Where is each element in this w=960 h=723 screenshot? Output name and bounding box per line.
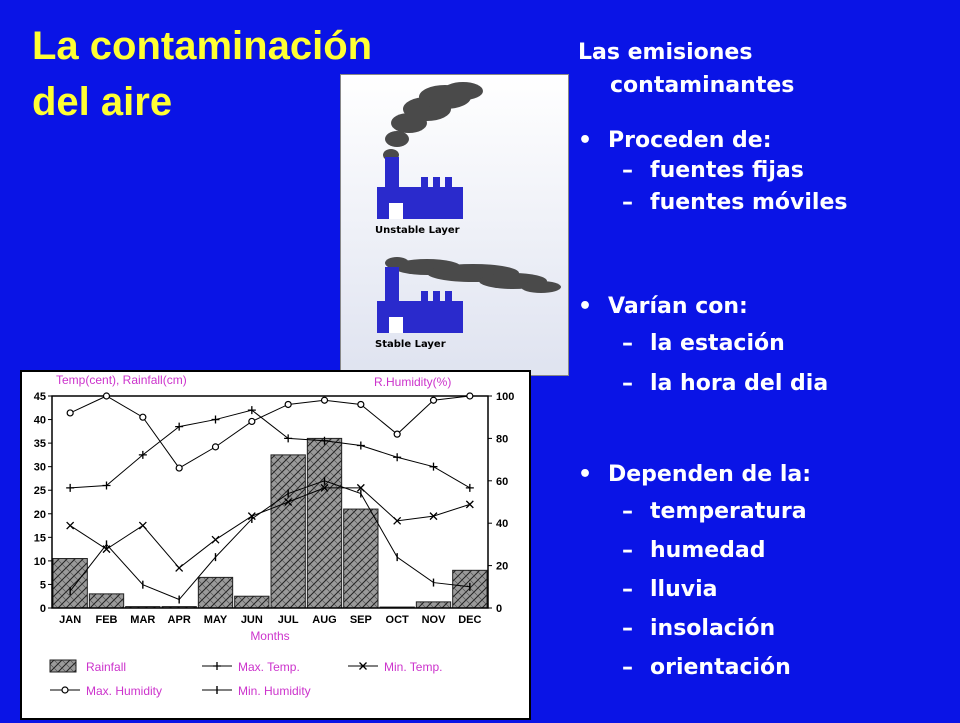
rainfall-bar <box>235 596 269 608</box>
left-tick-label: 10 <box>33 555 46 568</box>
rainfall-bar <box>271 455 305 608</box>
max-temp-point <box>357 441 365 449</box>
stable-layer-label: Stable Layer <box>375 339 446 350</box>
max-temp-point <box>430 463 438 471</box>
legend-marker <box>213 662 221 670</box>
left-tick-label: 20 <box>33 508 46 521</box>
max-humidity-point <box>249 418 255 424</box>
rainfall-bar <box>89 594 123 608</box>
group-varian <box>578 290 958 404</box>
month-tick-label: JAN <box>59 614 82 626</box>
max-humidity-point <box>322 397 328 403</box>
unstable-layer-label: Unstable Layer <box>375 225 460 236</box>
dash-glyph: – <box>622 331 633 356</box>
sub-item <box>578 492 958 531</box>
right-tick-label: 60 <box>496 475 509 488</box>
min-temp-point <box>139 522 146 529</box>
bullet-item <box>578 124 958 158</box>
sub-item-label: humedad <box>650 538 766 563</box>
bullet-item <box>578 290 958 324</box>
plot-frame <box>52 396 488 608</box>
month-tick-label: JUL <box>277 614 299 626</box>
max-humidity-point <box>358 401 364 407</box>
sub-item <box>578 570 958 609</box>
intro-text <box>578 36 958 102</box>
intro-line-1: Las emisiones <box>578 40 753 65</box>
month-tick-label: MAR <box>130 614 156 626</box>
sub-item <box>578 531 958 570</box>
rainfall-bar <box>344 509 378 608</box>
legend-label: Min. Humidity <box>238 684 311 698</box>
bullet-glyph: • <box>578 128 593 153</box>
right-tick-label: 80 <box>496 433 509 446</box>
rainfall-bar <box>307 438 341 608</box>
left-tick-label: 45 <box>33 391 46 403</box>
dash-glyph: – <box>622 499 633 524</box>
min-temp-point <box>67 522 74 529</box>
bullet-heading: Proceden de: <box>608 128 772 153</box>
max-temp-point <box>66 484 74 492</box>
sub-item-label: temperatura <box>650 499 807 524</box>
max-humidity-point <box>213 444 219 450</box>
max-temp-point <box>466 484 474 492</box>
max-temp-point <box>393 453 401 461</box>
title-line-2: del aire <box>32 80 173 124</box>
left-tick-label: 35 <box>33 438 46 451</box>
bullet-item <box>578 458 958 492</box>
title-line-1: La contaminación <box>32 24 373 68</box>
group-proceden <box>578 124 958 220</box>
bullet-glyph: • <box>578 462 593 487</box>
group-dependen <box>578 458 958 687</box>
month-tick-label: JUN <box>240 614 263 626</box>
min-temp-point <box>466 501 473 508</box>
rainfall-bar <box>416 602 450 608</box>
max-humidity-point <box>431 397 437 403</box>
legend-swatch <box>50 660 76 672</box>
sub-item <box>578 154 958 188</box>
bullet-list <box>578 36 958 680</box>
max-humidity-point <box>140 414 146 420</box>
sub-item-label: la hora del dia <box>650 371 829 396</box>
dash-glyph: – <box>622 616 633 641</box>
month-tick-label: SEP <box>349 614 372 626</box>
left-tick-label: 40 <box>33 414 46 427</box>
month-tick-label: AUG <box>312 614 337 626</box>
sub-item-label: insolación <box>650 616 776 641</box>
sub-item <box>578 609 958 648</box>
max-humidity-point <box>285 401 291 407</box>
legend-label: Rainfall <box>86 660 127 674</box>
dash-glyph: – <box>622 158 633 183</box>
unstable-smoke-plume <box>383 82 483 161</box>
slide-title <box>32 18 372 130</box>
max-humidity-point <box>394 431 400 437</box>
max-humidity-point <box>467 393 473 399</box>
right-tick-label: 100 <box>496 391 515 403</box>
sub-item-label: lluvia <box>650 577 718 602</box>
month-tick-label: NOV <box>421 614 446 626</box>
legend-label: Max. Temp. <box>238 660 300 674</box>
dash-glyph: – <box>622 538 633 563</box>
month-tick-label: MAY <box>203 614 228 626</box>
sub-item-label: la estación <box>650 331 785 356</box>
min-temp-line <box>70 488 470 568</box>
dash-glyph: – <box>622 655 633 680</box>
min-humidity-line <box>70 481 470 600</box>
rainfall-bar <box>198 577 232 608</box>
bullet-heading: Dependen de la: <box>608 462 812 487</box>
max-humidity-point <box>176 465 182 471</box>
month-tick-label: OCT <box>385 614 409 626</box>
sub-item-label: fuentes móviles <box>650 190 848 215</box>
max-humidity-point <box>67 410 73 416</box>
sub-item-label: fuentes fijas <box>650 158 804 183</box>
legend-label: Max. Humidity <box>86 684 163 698</box>
climate-chart <box>20 370 531 720</box>
min-temp-point <box>212 536 219 543</box>
inversion-illustration <box>340 74 569 376</box>
intro-line-2: contaminantes <box>610 73 795 98</box>
max-humidity-line <box>70 396 470 468</box>
climate-chart-svg <box>22 372 529 718</box>
max-humidity-point <box>104 393 110 399</box>
sub-item <box>578 364 958 404</box>
x-axis-label: Months <box>250 629 290 643</box>
dash-glyph: – <box>622 190 633 215</box>
month-tick-label: APR <box>167 614 191 626</box>
left-tick-label: 25 <box>33 485 46 498</box>
month-tick-label: FEB <box>95 614 118 626</box>
sub-item <box>578 648 958 687</box>
sub-item <box>578 324 958 364</box>
right-tick-label: 0 <box>496 603 503 615</box>
dash-glyph: – <box>622 577 633 602</box>
sub-item <box>578 186 958 220</box>
legend-label: Min. Temp. <box>384 660 443 674</box>
legend-marker <box>62 687 68 693</box>
min-temp-point <box>176 564 183 571</box>
left-tick-label: 30 <box>33 461 46 474</box>
bullet-glyph: • <box>578 294 593 319</box>
left-tick-label: 15 <box>33 532 46 545</box>
sub-item-label: orientación <box>650 655 791 680</box>
rainfall-bar <box>53 559 87 608</box>
left-tick-label: 0 <box>39 603 46 615</box>
chart-left-axis-title: Temp(cent), Rainfall(cm) <box>56 373 187 387</box>
stable-smoke-plume <box>385 257 561 293</box>
chart-right-axis-title: R.Humidity(%) <box>374 375 452 389</box>
dash-glyph: – <box>622 371 633 396</box>
factory-icon <box>377 157 463 219</box>
month-tick-label: DEC <box>458 614 482 626</box>
max-temp-point <box>212 416 220 424</box>
left-tick-label: 5 <box>39 579 46 592</box>
right-tick-label: 20 <box>496 560 509 573</box>
right-tick-label: 40 <box>496 518 509 531</box>
bullet-heading: Varían con: <box>608 294 748 319</box>
